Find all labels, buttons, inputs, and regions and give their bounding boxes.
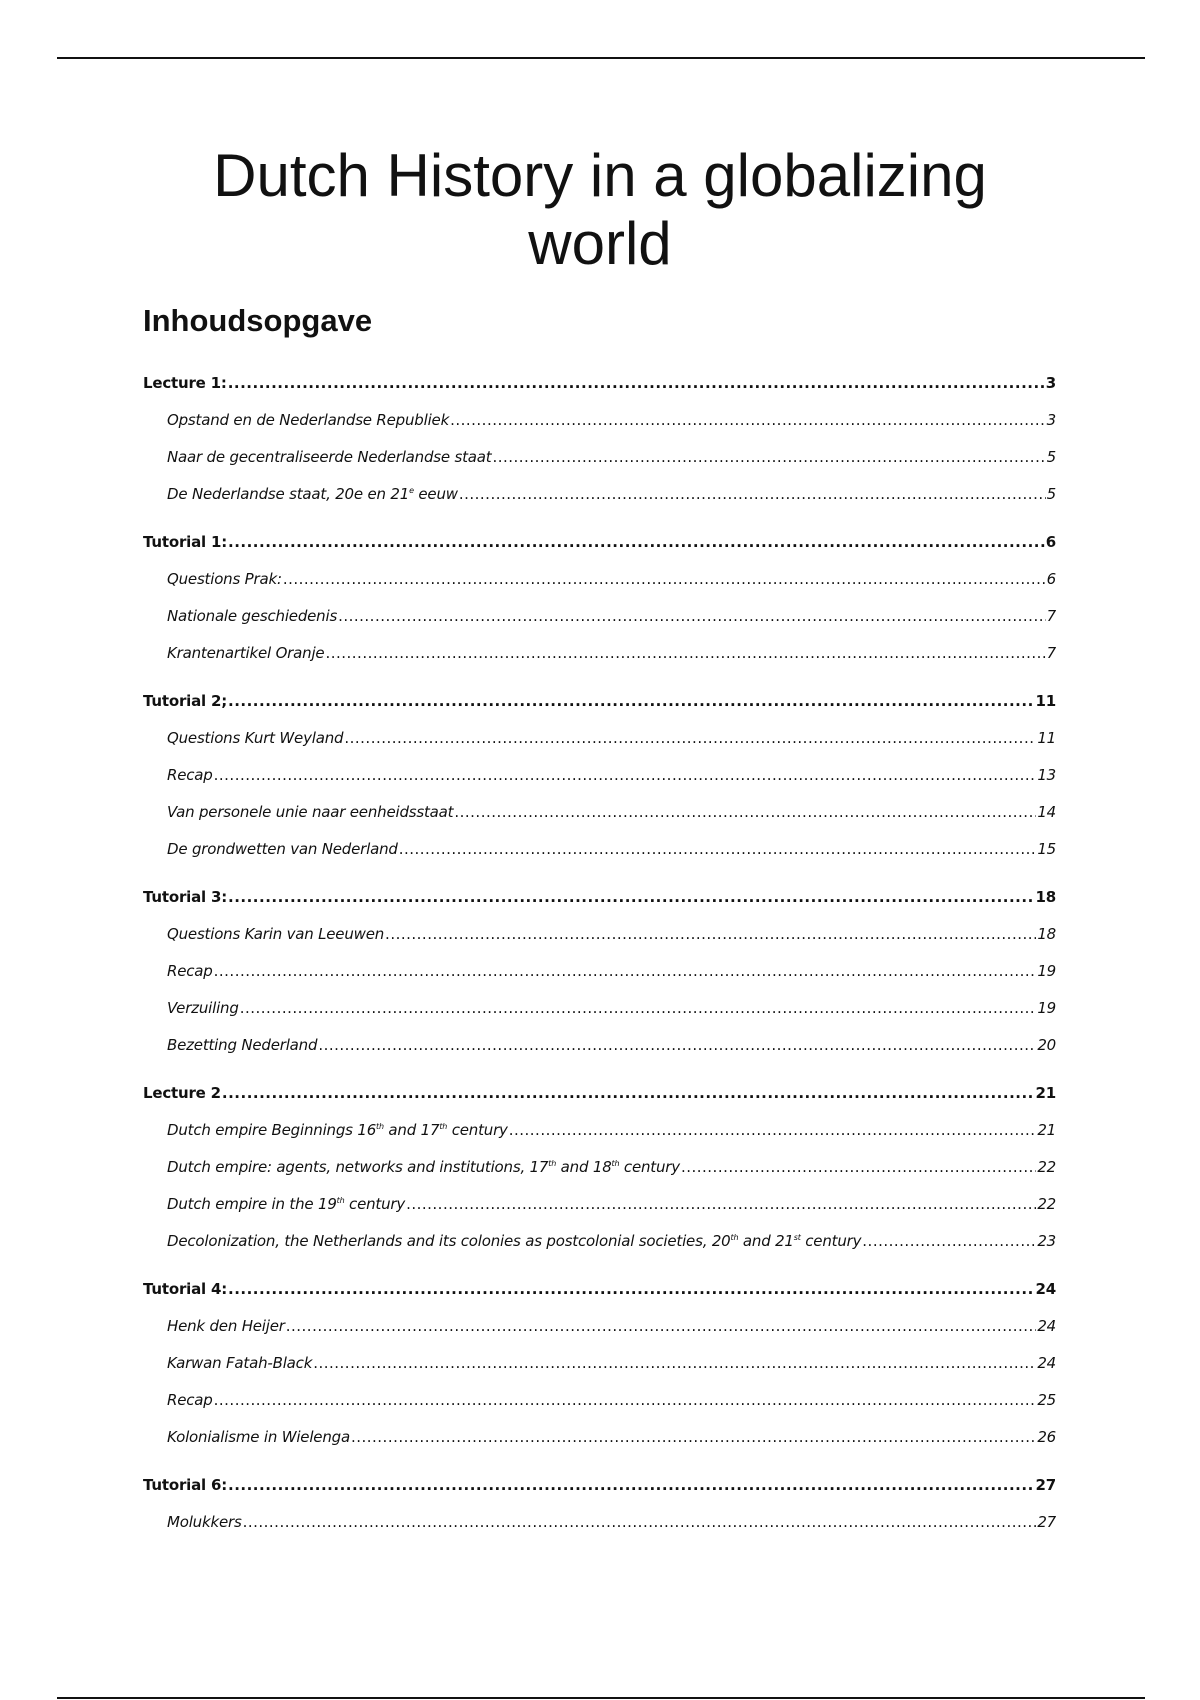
toc-subsection-entry[interactable] — [143, 1419, 1056, 1456]
toc-entry-text: Tutorial 4: — [143, 1280, 227, 1298]
toc-entry-text: Dutch empire Beginnings 16 — [167, 1121, 377, 1139]
dot-leader — [406, 1186, 1036, 1223]
toc-entry-text: Questions Kurt Weyland — [167, 729, 344, 747]
dot-leader — [283, 561, 1046, 598]
dot-leader — [338, 598, 1046, 635]
toc-entry-text: De Nederlandse staat, 20e en 21 — [167, 485, 410, 503]
dot-leader — [454, 794, 1036, 831]
toc-entry-text: Krantenartikel Oranje — [167, 644, 325, 662]
superscript: th — [439, 1122, 448, 1131]
toc-page-number: 7 — [1046, 644, 1056, 662]
superscript: e — [409, 486, 414, 495]
toc-entry-label — [143, 1074, 221, 1112]
toc-entry-text: Verzuiling — [167, 999, 239, 1017]
toc-entry-label — [167, 476, 458, 513]
toc-entry-text: Lecture 2 — [143, 1084, 221, 1102]
toc-section-entry[interactable] — [143, 1270, 1056, 1308]
toc-section-entry[interactable] — [143, 1466, 1056, 1504]
toc-entry-label — [167, 1186, 405, 1223]
toc-entry-label — [167, 757, 213, 794]
dot-leader — [228, 1270, 1035, 1308]
toc-page-number: 3 — [1045, 374, 1056, 392]
dot-leader — [228, 364, 1045, 402]
toc-subsection-entry[interactable] — [143, 439, 1056, 476]
toc-subsection-entry[interactable] — [143, 794, 1056, 831]
toc-entry-label — [167, 439, 491, 476]
toc-entry-text: Karwan Fatah-Black — [167, 1354, 313, 1372]
toc-entry-label — [143, 1466, 227, 1504]
toc-entry-label — [167, 720, 343, 757]
toc-section-entry[interactable] — [143, 523, 1056, 561]
toc-subsection-entry[interactable] — [143, 402, 1056, 439]
toc-entry-label — [167, 953, 213, 990]
toc-entry-text: century — [800, 1232, 862, 1250]
toc-entry-label — [167, 1027, 317, 1064]
document-title: Dutch History in a globalizing world — [213, 142, 987, 277]
toc-subsection-entry[interactable] — [143, 1345, 1056, 1382]
toc-entry-text: Kolonialisme in Wielenga — [167, 1428, 350, 1446]
toc-subsection-entry[interactable] — [143, 598, 1056, 635]
toc-section-entry[interactable] — [143, 1074, 1056, 1112]
toc-entry-text: and 21 — [738, 1232, 794, 1250]
toc-page-number: 22 — [1037, 1158, 1056, 1176]
toc-page-number: 24 — [1037, 1317, 1056, 1335]
toc-entry-label — [167, 916, 384, 953]
toc-entry-text: Henk den Heijer — [167, 1317, 285, 1335]
toc-entry-label — [167, 1419, 350, 1456]
toc-entry-label — [167, 1223, 861, 1260]
toc-entry-text: Tutorial 3: — [143, 888, 227, 906]
toc-entry-text: Recap — [167, 1391, 213, 1409]
dot-leader — [214, 757, 1037, 794]
toc-page-number: 22 — [1037, 1195, 1056, 1213]
superscript: th — [611, 1159, 620, 1168]
toc-page-number: 18 — [1037, 925, 1056, 943]
toc-entry-label — [167, 831, 398, 868]
toc-entry-label — [167, 1149, 680, 1186]
dot-leader — [862, 1223, 1036, 1260]
superscript: th — [336, 1196, 345, 1205]
toc-entry-label — [167, 794, 453, 831]
dot-leader — [509, 1112, 1037, 1149]
toc-entry-text: Molukkers — [167, 1513, 242, 1531]
toc-subsection-entry[interactable] — [143, 1382, 1056, 1419]
dot-leader — [286, 1308, 1037, 1345]
toc-heading: Inhoudsopgave — [143, 303, 373, 338]
dot-leader — [351, 1419, 1036, 1456]
toc-entry-label — [143, 523, 227, 561]
toc-entry-label — [167, 1345, 312, 1382]
toc-entry-text: eeuw — [413, 485, 458, 503]
toc-page-number: 24 — [1037, 1354, 1056, 1372]
dot-leader — [228, 682, 1035, 720]
toc-entry-label — [143, 878, 227, 916]
toc-entry-label — [167, 1382, 213, 1419]
toc-group — [143, 682, 1056, 868]
toc-subsection-entry[interactable] — [143, 831, 1056, 868]
toc-page-number: 5 — [1046, 448, 1056, 466]
toc-entry-text: Recap — [167, 962, 213, 980]
toc-entry-text: Bezetting Nederland — [167, 1036, 318, 1054]
toc-page-number: 19 — [1037, 999, 1056, 1017]
toc-page-number: 27 — [1037, 1513, 1056, 1531]
toc-entry-text: and 17 — [383, 1121, 440, 1139]
toc-subsection-entry[interactable] — [143, 1112, 1056, 1149]
toc-subsection-entry[interactable] — [143, 561, 1056, 598]
toc-page-number: 13 — [1037, 766, 1056, 784]
toc-entry-text: De grondwetten van Nederland — [167, 840, 398, 858]
dot-leader — [385, 916, 1036, 953]
toc-entry-label — [167, 1112, 508, 1149]
toc-subsection-entry[interactable] — [143, 953, 1056, 990]
toc-page-number: 6 — [1046, 570, 1056, 588]
toc-entry-text: Opstand en de Nederlandse Republiek — [167, 411, 450, 429]
toc-page-number: 11 — [1037, 729, 1056, 747]
toc-page-number: 25 — [1037, 1391, 1056, 1409]
toc-subsection-entry[interactable] — [143, 720, 1056, 757]
toc-page-number: 24 — [1035, 1280, 1056, 1298]
toc-entry-text: century — [447, 1121, 508, 1139]
toc-entry-label — [167, 1504, 242, 1541]
toc-page-number: 7 — [1046, 607, 1056, 625]
dot-leader — [318, 1027, 1036, 1064]
toc-page-number: 3 — [1046, 411, 1056, 429]
toc-entry-text: Dutch empire in the 19 — [167, 1195, 337, 1213]
toc-entry-text: Van personele unie naar eenheidsstaat — [167, 803, 454, 821]
toc-subsection-entry[interactable] — [143, 1149, 1056, 1186]
toc-subsection-entry[interactable] — [143, 1186, 1056, 1223]
dot-leader — [325, 635, 1045, 672]
table-of-contents — [143, 364, 1056, 1551]
toc-entry-label — [167, 598, 337, 635]
toc-entry-label — [167, 1308, 285, 1345]
toc-subsection-entry[interactable] — [143, 1504, 1056, 1541]
dot-leader — [459, 476, 1046, 513]
toc-page-number: 14 — [1037, 803, 1056, 821]
dot-leader — [450, 402, 1046, 439]
toc-subsection-entry[interactable] — [143, 635, 1056, 672]
toc-subsection-entry[interactable] — [143, 1308, 1056, 1345]
toc-entry-text: Tutorial 1: — [143, 533, 227, 551]
toc-entry-text: Questions Karin van Leeuwen — [167, 925, 385, 943]
toc-entry-text: Tutorial 6: — [143, 1476, 227, 1494]
dot-leader — [228, 878, 1035, 916]
superscript: th — [548, 1159, 557, 1168]
toc-entry-text: Dutch empire: agents, networks and institutions, 17 — [167, 1158, 549, 1176]
dot-leader — [240, 990, 1037, 1027]
toc-subsection-entry[interactable] — [143, 990, 1056, 1027]
dot-leader — [399, 831, 1037, 868]
toc-subsection-entry[interactable] — [143, 916, 1056, 953]
dot-leader — [214, 953, 1037, 990]
toc-page-number: 21 — [1037, 1121, 1056, 1139]
toc-group — [143, 878, 1056, 1064]
toc-entry-text: and 18 — [556, 1158, 612, 1176]
toc-entry-text: Nationale geschiedenis — [167, 607, 338, 625]
toc-entry-label — [143, 682, 227, 720]
dot-leader — [228, 1466, 1035, 1504]
toc-group — [143, 523, 1056, 672]
toc-group — [143, 1270, 1056, 1456]
toc-subsection-entry[interactable] — [143, 476, 1056, 513]
toc-page-number: 20 — [1037, 1036, 1056, 1054]
dot-leader — [313, 1345, 1036, 1382]
superscript: th — [376, 1122, 384, 1131]
toc-group — [143, 364, 1056, 513]
toc-page-number: 27 — [1035, 1476, 1056, 1494]
toc-subsection-entry[interactable] — [143, 757, 1056, 794]
footer-rule — [57, 1697, 1145, 1699]
toc-entry-text: Recap — [167, 766, 213, 784]
dot-leader — [344, 720, 1036, 757]
header-rule — [57, 57, 1145, 59]
superscript: th — [730, 1233, 739, 1242]
dot-leader — [214, 1382, 1037, 1419]
dot-leader — [243, 1504, 1037, 1541]
toc-group — [143, 1466, 1056, 1541]
dot-leader — [228, 523, 1045, 561]
dot-leader — [492, 439, 1045, 476]
toc-entry-label — [167, 635, 324, 672]
toc-entry-label — [167, 990, 239, 1027]
toc-entry-text: century — [619, 1158, 680, 1176]
toc-page-number: 15 — [1037, 840, 1056, 858]
toc-group — [143, 1074, 1056, 1260]
toc-page-number: 11 — [1035, 692, 1056, 710]
toc-entry-text: Naar de gecentraliseerde Nederlandse staat — [167, 448, 492, 466]
toc-section-entry[interactable] — [143, 878, 1056, 916]
toc-entry-text: century — [344, 1195, 406, 1213]
toc-section-entry[interactable] — [143, 682, 1056, 720]
toc-page-number: 26 — [1037, 1428, 1056, 1446]
toc-page-number: 6 — [1045, 533, 1056, 551]
dot-leader — [681, 1149, 1036, 1186]
toc-entry-label — [143, 1270, 227, 1308]
toc-entry-text: Lecture 1: — [143, 374, 227, 392]
toc-subsection-entry[interactable] — [143, 1027, 1056, 1064]
toc-section-entry[interactable] — [143, 364, 1056, 402]
toc-page-number: 19 — [1037, 962, 1056, 980]
toc-entry-label — [167, 402, 449, 439]
toc-entry-label — [167, 561, 282, 598]
toc-entry-text: Tutorial 2; — [143, 692, 227, 710]
superscript: st — [793, 1233, 801, 1242]
toc-subsection-entry[interactable] — [143, 1223, 1056, 1260]
toc-page-number: 21 — [1035, 1084, 1056, 1102]
toc-entry-label — [143, 364, 227, 402]
toc-page-number: 5 — [1046, 485, 1056, 503]
toc-page-number: 23 — [1037, 1232, 1056, 1250]
dot-leader — [222, 1074, 1035, 1112]
toc-entry-text: Decolonization, the Netherlands and its colonies as postcolonial societies, 20 — [167, 1232, 731, 1250]
toc-entry-text: Questions Prak: — [167, 570, 282, 588]
toc-page-number: 18 — [1035, 888, 1056, 906]
